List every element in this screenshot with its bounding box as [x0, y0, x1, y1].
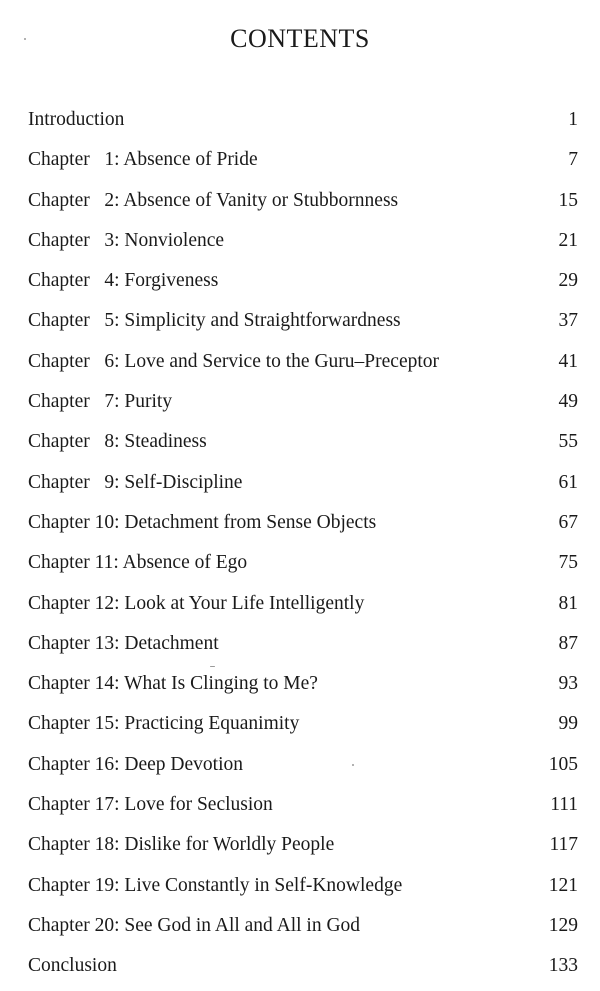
- toc-entry: [0, 668, 600, 708]
- scan-speck: [210, 666, 215, 667]
- toc-entry: [0, 225, 600, 265]
- toc-entry: [0, 426, 600, 466]
- toc-entry-page-number: 1: [568, 109, 578, 130]
- toc-entry-prefix: Chapter 13:: [28, 632, 120, 654]
- toc-entry-label: [28, 829, 334, 861]
- toc-entry-title: Live Constantly in Self-Knowledge: [124, 874, 403, 896]
- toc-entry-title: Absence of Ego: [122, 552, 248, 574]
- toc-entry-page-number: 15: [558, 189, 578, 211]
- toc-entry-label: [28, 185, 398, 217]
- toc-entry: [0, 104, 600, 144]
- toc-entry-page-number: 87: [558, 632, 578, 654]
- toc-entry-label: [28, 588, 364, 620]
- toc-entry-page-number: 75: [558, 552, 578, 574]
- toc-entry-label: [28, 870, 402, 902]
- toc-entry-title: Detachment: [124, 632, 219, 654]
- toc-entry-title: Love for Seclusion: [124, 794, 273, 816]
- toc-entry-prefix: Chapter 10:: [28, 511, 120, 533]
- toc-entry-page-number: 129: [548, 914, 578, 936]
- toc-entry-label: [28, 708, 299, 740]
- toc-entry-page-number: 105: [548, 753, 578, 775]
- toc-entry-label: [28, 628, 219, 660]
- toc-entry-prefix: Chapter 1:: [28, 149, 120, 171]
- toc-entry-label: [28, 789, 273, 821]
- toc-entry-prefix: Chapter 15:: [28, 713, 120, 735]
- toc-entry-page-number: 41: [558, 350, 578, 372]
- toc-entry-prefix: Chapter 19:: [28, 874, 120, 896]
- toc-entry-page-number: 7: [568, 149, 578, 171]
- toc-entry-page-number: 21: [558, 229, 578, 251]
- toc-entry: [0, 467, 600, 507]
- toc-entry: [0, 265, 600, 305]
- toc-entry-label: [28, 547, 247, 579]
- toc-entry: [0, 789, 600, 829]
- toc-entry: [0, 910, 600, 950]
- table-of-contents: [0, 104, 600, 991]
- toc-entry-label: [28, 467, 242, 499]
- toc-entry-prefix: Introduction: [28, 109, 125, 130]
- toc-entry-page-number: 93: [558, 673, 578, 695]
- toc-entry-page-number: 55: [558, 431, 578, 453]
- toc-entry-prefix: Chapter 4:: [28, 270, 120, 292]
- toc-entry-title: See God in All and All in God: [124, 914, 361, 936]
- toc-entry-label: [28, 386, 172, 418]
- toc-entry: [0, 507, 600, 547]
- toc-entry-label: [28, 749, 243, 781]
- toc-entry-title: Practicing Equanimity: [124, 713, 300, 735]
- toc-entry-prefix: Chapter 11:: [28, 552, 119, 574]
- toc-entry: [0, 144, 600, 184]
- toc-entry: [0, 386, 600, 426]
- toc-entry-label: [28, 507, 376, 539]
- toc-entry-title: Nonviolence: [124, 229, 225, 251]
- toc-entry-label: [28, 346, 439, 378]
- toc-entry-prefix: Chapter 16:: [28, 753, 120, 775]
- toc-entry-title: Absence of Pride: [123, 149, 258, 171]
- toc-entry-title: Look at Your Life Intelligently: [124, 592, 365, 614]
- toc-entry-prefix: Chapter 8:: [28, 431, 120, 453]
- toc-entry-label: [28, 950, 117, 982]
- toc-entry-label: [28, 426, 207, 458]
- toc-entry-page-number: 49: [558, 391, 578, 413]
- toc-entry-title: Self-Discipline: [124, 471, 243, 493]
- toc-entry-page-number: 37: [558, 310, 578, 332]
- toc-entry-prefix: Chapter 2:: [28, 189, 120, 211]
- toc-entry-label: [28, 225, 224, 257]
- toc-entry: [0, 749, 600, 789]
- toc-entry-prefix: Chapter 18:: [28, 834, 120, 856]
- toc-entry-prefix: Chapter 3:: [28, 229, 120, 251]
- toc-entry-prefix: Chapter 20:: [28, 914, 120, 936]
- toc-entry-title: Deep Devotion: [124, 753, 243, 775]
- toc-entry-title: Detachment from Sense Objects: [124, 511, 377, 533]
- toc-entry-page-number: 121: [548, 874, 578, 896]
- toc-entry-title: Absence of Vanity or Stubbornness: [123, 189, 399, 211]
- toc-entry-label: [28, 668, 318, 700]
- toc-entry-page-number: 99: [558, 713, 578, 735]
- toc-entry-page-number: 61: [558, 471, 578, 493]
- toc-entry-label: [28, 104, 124, 136]
- toc-entry-prefix: Chapter 17:: [28, 794, 120, 816]
- toc-entry-title: Steadiness: [124, 431, 207, 453]
- toc-entry-title: Forgiveness: [124, 270, 219, 292]
- toc-entry-title: Love and Service to the Guru–Preceptor: [124, 350, 440, 372]
- toc-entry-page-number: 111: [550, 794, 578, 816]
- toc-entry-page-number: 81: [558, 592, 578, 614]
- toc-entry-label: [28, 305, 401, 337]
- toc-entry-page-number: 133: [548, 955, 578, 977]
- toc-entry-title: What Is Clinging to Me?: [124, 673, 318, 695]
- toc-entry: [0, 829, 600, 869]
- page-title: CONTENTS: [230, 24, 370, 53]
- toc-entry-title: Purity: [124, 391, 173, 413]
- toc-entry-prefix: Chapter 5:: [28, 310, 120, 332]
- toc-entry: [0, 547, 600, 587]
- toc-entry-prefix: Conclusion: [28, 955, 117, 977]
- toc-entry-prefix: Chapter 7:: [28, 391, 120, 413]
- toc-entry-prefix: Chapter 12:: [28, 592, 120, 614]
- toc-entry-prefix: Chapter 6:: [28, 350, 120, 372]
- toc-entry-page-number: 117: [549, 834, 578, 856]
- scan-speck: [352, 764, 354, 766]
- toc-entry-page-number: 67: [558, 511, 578, 533]
- toc-entry-prefix: Chapter 14:: [28, 673, 120, 695]
- scan-speck: [24, 38, 26, 40]
- toc-entry-title: Simplicity and Straightforwardness: [124, 310, 401, 332]
- toc-entry: [0, 305, 600, 345]
- toc-entry: [0, 628, 600, 668]
- toc-entry-label: [28, 910, 360, 942]
- toc-entry: [0, 588, 600, 628]
- toc-entry-label: [28, 265, 218, 297]
- toc-entry-label: [28, 144, 258, 176]
- toc-entry-title: Dislike for Worldly People: [124, 834, 335, 856]
- toc-entry: [0, 708, 600, 748]
- toc-entry: [0, 950, 600, 990]
- toc-entry: [0, 185, 600, 225]
- toc-entry: [0, 346, 600, 386]
- toc-entry-page-number: 29: [558, 270, 578, 292]
- toc-entry-prefix: Chapter 9:: [28, 471, 120, 493]
- toc-entry: [0, 870, 600, 910]
